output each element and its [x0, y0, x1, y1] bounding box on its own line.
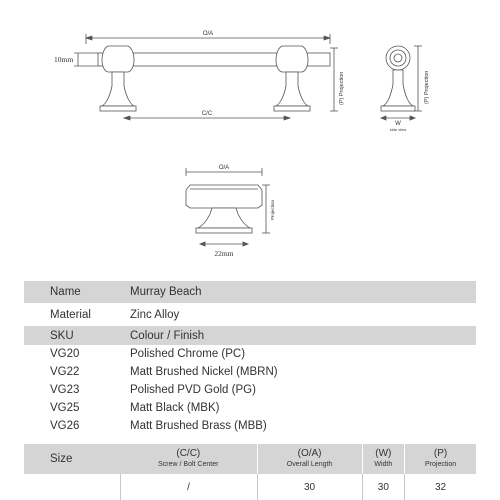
name-value: Murray Beach	[130, 281, 476, 303]
sku-label: SKU	[24, 326, 130, 345]
name-label: Name	[24, 281, 130, 303]
right-post-head	[276, 46, 308, 72]
variant-row	[24, 417, 476, 435]
side-projection-label: (P) Projection	[424, 70, 430, 104]
oa-label: O/A	[202, 31, 214, 37]
size-col-main: (P)	[433, 448, 448, 459]
size-p-value: 32	[435, 481, 447, 493]
material-label: Material	[50, 308, 91, 321]
variant-row	[24, 363, 476, 381]
size-col-main: (C/C)	[176, 448, 201, 459]
variant-finish: Matt Black (MBK)	[130, 402, 220, 414]
size-col-sub: Overall Length	[286, 461, 333, 468]
size-oa-value: 30	[257, 474, 362, 500]
width-label: W	[395, 121, 401, 127]
variant-row	[24, 381, 476, 399]
projection-label: (P) Projection	[339, 71, 345, 105]
left-post	[102, 72, 134, 106]
variant-sku: VG20	[50, 348, 80, 360]
spec-table	[24, 281, 476, 435]
knob-oa-label: O/A	[218, 165, 230, 171]
variant-sku: VG23	[50, 384, 80, 396]
size-col-cc	[120, 444, 257, 474]
size-col-p	[405, 444, 476, 474]
material-row	[24, 303, 476, 326]
variant-finish: Polished Chrome (PC)	[130, 348, 246, 360]
name-row	[24, 281, 476, 303]
size-col-sub: Screw / Bolt Center	[158, 461, 219, 468]
variant-sku: VG22	[50, 366, 80, 378]
size-col-main: (W)	[375, 448, 392, 459]
cc-label: C/C	[201, 111, 213, 117]
size-col-main: (O/A)	[297, 448, 322, 459]
variant-sku: VG25	[50, 402, 80, 414]
size-data-row	[24, 474, 476, 500]
sku-header-row	[24, 326, 476, 345]
variant-finish: Polished PVD Gold (PG)	[130, 384, 256, 396]
height-label: 10mm	[54, 55, 74, 64]
size-table	[24, 444, 476, 500]
size-col-sub: Projection	[425, 461, 457, 468]
knob-head	[186, 185, 262, 208]
size-cc-value: /	[120, 474, 257, 500]
variant-finish: Matt Brushed Nickel (MBRN)	[130, 366, 278, 378]
knob-base	[198, 208, 250, 228]
material-value: Zinc Alloy	[130, 308, 180, 321]
size-col-w	[362, 444, 405, 474]
size-label: Size	[24, 444, 120, 474]
left-post-head	[102, 46, 134, 72]
size-row-spacer	[24, 474, 120, 500]
size-col-sub: Width	[374, 461, 393, 468]
finish-label: Colour / Finish	[130, 326, 476, 345]
side-view-label: side view	[389, 127, 407, 132]
variant-finish: Matt Brushed Brass (MBB)	[130, 420, 267, 432]
size-w-value: 30	[362, 474, 405, 500]
variant-row	[24, 345, 476, 363]
variant-row	[24, 399, 476, 417]
size-header-row	[24, 444, 476, 474]
knob-diameter-label: 22mm	[214, 249, 234, 258]
size-col-oa	[257, 444, 362, 474]
variant-sku: VG26	[50, 420, 80, 432]
right-post	[276, 72, 308, 106]
knob-projection-label: Projection	[270, 199, 275, 220]
side-view-post	[383, 70, 413, 106]
